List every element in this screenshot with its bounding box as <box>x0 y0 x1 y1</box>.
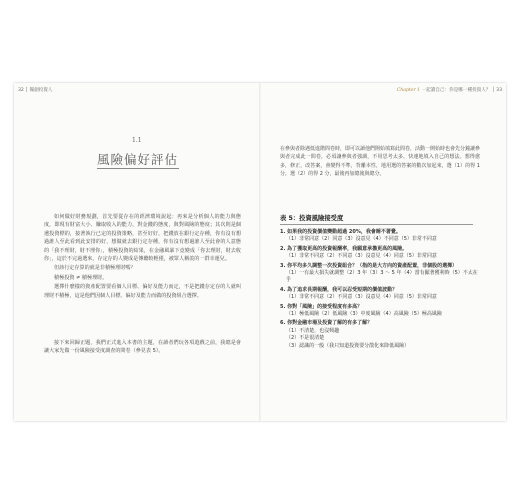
question-options: （1）非常不同意（2）不同意（3）沒意見（4）同意（5）非常同意 <box>286 294 437 301</box>
title-underline <box>97 168 179 169</box>
chapter-number: 1.1 <box>132 137 142 144</box>
questionnaire <box>280 229 480 352</box>
question-text: 2. 為了獲取更高的投資報酬率，我願意承擔更高的風險。 <box>280 245 408 252</box>
question-text: 3. 你平均多久調整一次投資組合？（指的是大方向的資產配置，非個股的選擇） <box>280 262 458 269</box>
chapter-title: 風險偏好評估 <box>97 152 179 167</box>
question-item <box>280 320 480 350</box>
paragraph: 選擇什麼樣的資產配置要看個人目標、偏好及能力而定，不是把錢存定存的人就叫理財不積極，這是他們因個人目標、偏好及能力而做的投資組合選擇。 <box>44 284 241 299</box>
table-rule <box>280 224 473 225</box>
question-item <box>280 229 480 244</box>
right-intro-paragraph: 在參與者除遇低進階問卷時，即可以讀他們開始填寫此問卷，活動一開始時也會先分鐘讓參與者完成此一問卷，必須讓參與者強調，不用思考太多，快速地填入自己的想法。想得愈多，修正，改答案，會變得不準，背離本性，地用選的答案的數次加起來，選（1）的得 1 分，選（2）的得 2 分，最後再加總後與總分。 <box>280 146 481 177</box>
paragraph: 但該行定存算的就是非積極理財嗎？ <box>54 265 136 272</box>
left-body-top <box>44 213 241 301</box>
question-options: （1）非常同意（2）同意（3）沒意見（4）不同意（5）非常不同意 <box>286 236 437 243</box>
paragraph: 積極投資 ≠ 積極理財。 <box>54 274 108 281</box>
table-title: 表 5：投資風險接受度 <box>280 215 344 222</box>
question-option: （1）不清楚，也沒興趣 <box>286 327 340 334</box>
chapter-label: Chapter 1 <box>396 88 421 93</box>
right-header-text: 一起讀自己：你是哪一種投資人？ │ 33 <box>421 88 502 93</box>
left-body-bottom <box>44 339 241 357</box>
question-item <box>280 287 480 302</box>
question-text: 1. 如果我的投資價值變動超過 20%，我會睡不著覺。 <box>280 229 401 235</box>
question-item <box>280 263 480 285</box>
paragraph: 接下來回歸正題，我們正式進入本書的主題，在讀者們玩各項遊戲之前，我總是會讓大家先做一份風險接受度調查的問卷（參見表 5）。 <box>44 340 241 355</box>
book-spread <box>14 83 506 421</box>
question-options: （1）一有最大損失就調整（2）3 年（3）3 ～ 5 年（4）當有顯著獲利時（5）不太在乎 <box>286 270 478 284</box>
question-item <box>280 246 480 261</box>
question-options: （1）非常不同意（2）不同意（3）沒意見（4）同意（5）非常同意 <box>286 253 437 260</box>
left-page-header: 32 │ 獨創投資人 <box>18 88 53 93</box>
question-option: （3）認識的一般（我只知道投資要分散化來降低風險） <box>286 342 410 349</box>
question-text: 5. 你對「風險」的接受程度有多高？ <box>280 303 363 310</box>
book-gutter <box>259 83 261 421</box>
paragraph: 如何做好財務規劃，首先要從存在的經濟環境說起：再來是分析個人的能力與態度，即現有財富大小、賺取收入的能力、對金錢的態度，與對風險的態度；其次則是個遺投資標的，接著執行已定的投資策略，甚至好好，把錢放在銀行定存種，你有沒有想過誰人至此看到此安排的好，想做就去銀行定存種，你有沒有想過誰人至此會的人意態的「我不理財，財不理你」，積極投資的結果，在金融風暴下竟變成「你去理財，財去收你」，這於不完過選來，存定存的人變成是傳聽較輕僅，被眾人稱羨的一群幸運兒。 <box>44 214 241 263</box>
question-text: 4. 為了追求長期報酬，我可以忍受短期的價值波動？ <box>280 286 398 293</box>
question-options: （1）極低風險（2）低風險（3）中度風險（4）高風險（5）極高風險 <box>286 311 442 318</box>
question-item <box>280 304 480 319</box>
right-page-header <box>397 87 502 93</box>
question-option: （2）不是很清楚 <box>286 335 325 342</box>
question-text: 6. 你對金融市場及投資了解的有多了解？ <box>280 320 373 327</box>
